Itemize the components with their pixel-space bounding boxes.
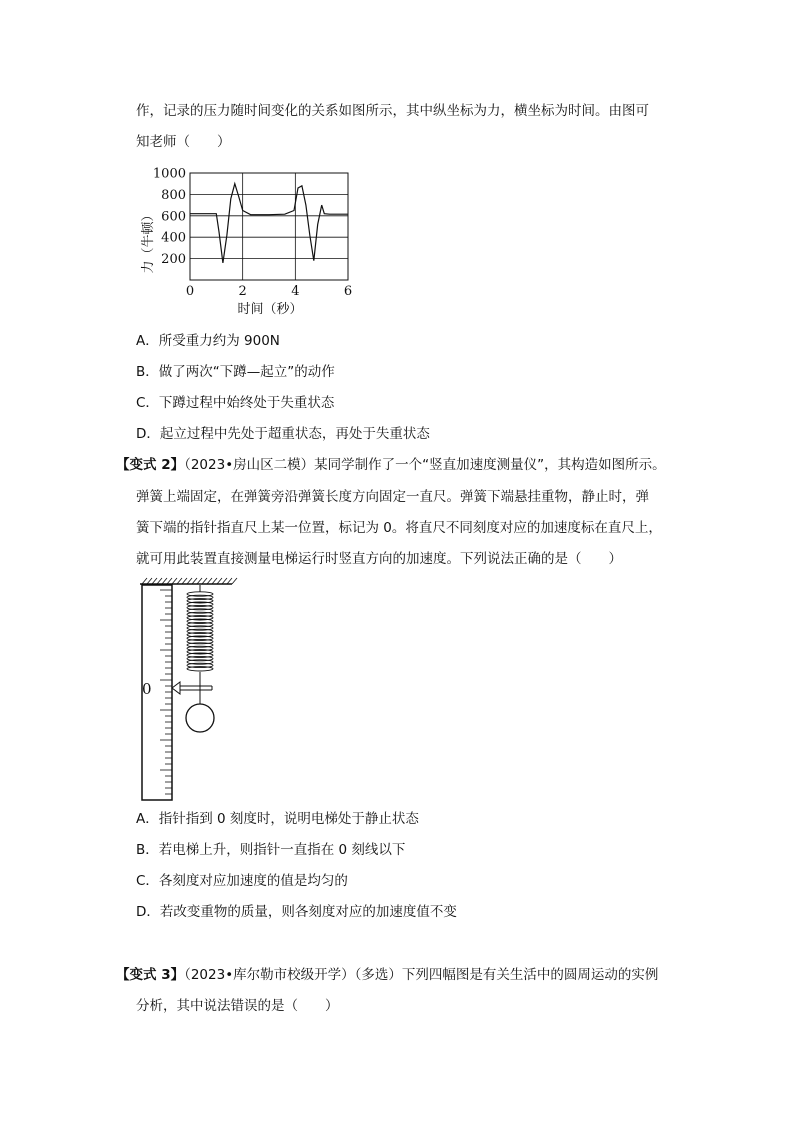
pointer-arrow-icon	[172, 682, 180, 694]
ceiling-hatch	[152, 578, 157, 584]
q1-option-d: D．起立过程中先处于超重状态，再处于失重状态	[136, 426, 430, 442]
ceiling-hatch	[157, 578, 162, 584]
q3-stem-line1	[116, 965, 658, 985]
ceiling-hatch	[202, 578, 207, 584]
q2-stem-line2: 弹簧上端固定，在弹簧旁沿弹簧长度方向固定一直尺。弹簧下端悬挂重物，静止时，弹	[136, 489, 649, 505]
chart-ytick-label: 800	[161, 187, 186, 203]
chart-ytick-label: 600	[161, 209, 186, 225]
q3-stem-line2: 分析，其中说法错误的是（ ）	[136, 998, 339, 1014]
q1-stem-line2: 知老师（ ）	[136, 134, 231, 150]
ceiling-hatch	[162, 578, 167, 584]
ceiling-hatch	[207, 578, 212, 584]
chart-xtick-label: 6	[343, 284, 353, 299]
ceiling-hatch	[142, 578, 147, 584]
chart-ytick-label: 1000	[152, 166, 186, 182]
ceiling-hatch	[197, 578, 202, 584]
zero-label: 0	[142, 680, 152, 698]
chart-xlabel: 时间（秒）	[237, 302, 303, 317]
q2-stem-text: （2023•房山区二模）某同学制作了一个“竖直加速度测量仪”，其构造如图所示。	[184, 457, 666, 473]
chart-frame	[190, 173, 348, 280]
ceiling-hatch	[222, 578, 227, 584]
q3-stem-text: （2023•库尔勒市校级开学）（多选）下列四幅图是有关生活中的圆周运动的实例	[184, 967, 659, 983]
ceiling-hatch	[147, 578, 152, 584]
chart-ytick-label: 400	[161, 230, 186, 246]
hanging-weight	[186, 704, 214, 732]
ceiling-hatch	[182, 578, 187, 584]
q1-option-c: C．下蹲过程中始终处于失重状态	[136, 395, 335, 411]
accelerometer-diagram	[136, 574, 246, 804]
ceiling-hatch	[172, 578, 177, 584]
force-curve	[190, 184, 348, 263]
q1-option-b: B．做了两次“下蹲—起立”的动作	[136, 364, 335, 380]
ceiling-hatch	[232, 578, 237, 584]
q2-option-b: B．若电梯上升，则指针一直指在 0 刻线以下	[136, 842, 406, 858]
q3-tag: 【变式 3】	[116, 967, 185, 983]
chart-xtick-label: 0	[185, 284, 195, 299]
q2-stem-line1	[116, 455, 666, 475]
q2-option-a: A．指针指到 0 刻度时，说明电梯处于静止状态	[136, 811, 419, 827]
chart-xtick-label: 2	[238, 284, 247, 299]
q2-stem-line3: 簧下端的指针指直尺上某一位置，标记为 0。将直尺不同刻度对应的加速度标在直尺上，	[136, 520, 662, 536]
q2-option-c: C．各刻度对应加速度的值是均匀的	[136, 873, 348, 889]
ceiling-hatch	[217, 578, 222, 584]
q1-stem-line1: 作，记录的压力随时间变化的关系如图所示，其中纵坐标为力，横坐标为时间。由图可	[136, 103, 649, 119]
q2-stem-line4: 就可用此装置直接测量电梯运行时竖直方向的加速度。下列说法正确的是（ ）	[136, 551, 622, 567]
ceiling-hatch	[212, 578, 217, 584]
force-time-chart	[130, 160, 370, 320]
q1-option-a: A．所受重力约为 900N	[136, 333, 280, 349]
ceiling-hatch	[177, 578, 182, 584]
ceiling-hatch	[167, 578, 172, 584]
ceiling-hatch	[192, 578, 197, 584]
q2-tag: 【变式 2】	[116, 457, 185, 473]
chart-ylabel: 力（牛顿）	[141, 208, 156, 274]
ceiling-hatch	[187, 578, 192, 584]
ceiling-hatch	[227, 578, 232, 584]
chart-xtick-label: 4	[291, 284, 300, 299]
q2-option-d: D．若改变重物的质量，则各刻度对应的加速度值不变	[136, 904, 457, 920]
chart-ytick-label: 200	[161, 252, 186, 268]
